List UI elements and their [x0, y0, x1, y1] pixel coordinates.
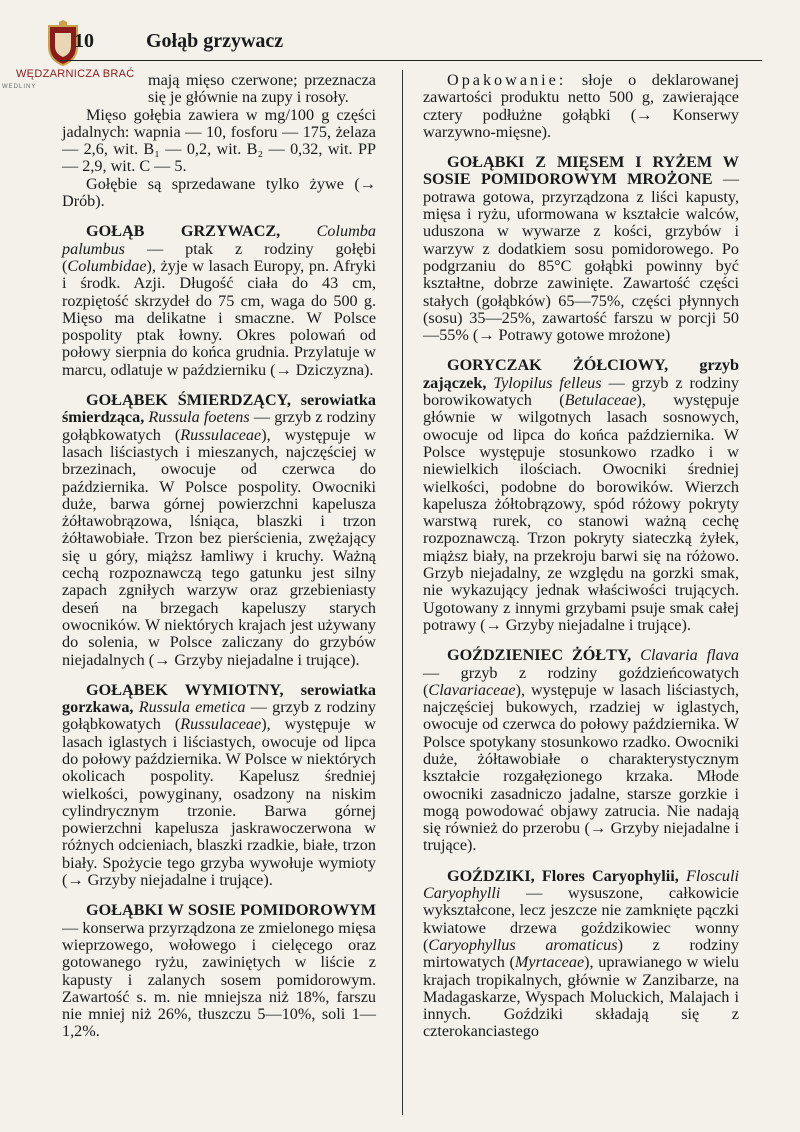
entry-text: — grzyb z rodziny gołąbkowatych (	[62, 698, 376, 734]
entry-text: — grzyb z rodziny gołąbkowatych (	[62, 408, 376, 444]
entry-golabki-w-sosie	[62, 902, 376, 1040]
entry-headword: GOŹDZIENIEC ŻÓŁTY,	[447, 646, 632, 665]
entry-text: ), uprawianego w wielu krajach tropikalnych, głównie w Zanzibarze, na Madagaskarze, Wyspach Moluckich, Malajach i innych. Goździki składają się z czterokanciastego	[423, 953, 739, 1041]
latin-name: Columba palumbus	[62, 222, 376, 258]
right-column	[423, 72, 739, 1041]
entry-text: — ptak z rodziny gołębi (	[62, 239, 376, 275]
page-number: 10	[74, 30, 94, 52]
entry-text: ) z rodziny mirtowatych (	[423, 935, 739, 972]
packaging-paragraph	[423, 72, 739, 141]
header-divider	[60, 60, 762, 61]
family-name: Clavariaceae	[428, 680, 516, 699]
left-column	[62, 72, 376, 1041]
entry-text: — grzyb z rodziny borowikowatych (	[423, 373, 739, 410]
latin-name: Clavaria flava	[640, 646, 739, 665]
family-name: Russulaceae	[180, 715, 262, 734]
entry-text: ), występuje głównie w wilgotnych lasach sosnowych, owocuje od lipca do końca października. W Polsce występuje stosunkowo rzadko i w niewielkich ilościach. Owocniki średniej wielkości, podobne do borowików. Wierzch kapelusza żółtobrązowy, spód różowy pokryty warstwą rurek, co stanowi ważną cechę rozpoznawczą. Trzon pokryty siateczką żyłek, miąższ biały, na przekroju barwi się na różowo. Grzyb niejadalny, ze względu na gorzki smak, nie wykazujący jednak właściwości trujących. Ugotowany z innymi grzybami psuje smak całej potrawy (→ Grzyby niejadalne i trujące).	[423, 391, 740, 634]
entry-text: ), występuje w lasach liściastych i mieszanych, najczęściej w brzezinach, owocuje od czerwca do października. W Polsce pospolity. Owocniki duże, barwa górnej powierzchni kapelusza żółtawobrązowa, lśniąca, blaszki i trzon żółtawobiałe. Trzon bez pierścienia, zwężający się u góry, miąższ łamliwy i kruchy. Ważną cechą rozpoznawczą tego gatunku jest silny zapach zgniłych warzyw oraz grzebieniasty deseń na brzegach kapeluszy starych owocników. W niektórych krajach jest używany do solenia, w Polsce zaliczany do grzybów niejadalnych (→ Grzyby niejadalne i trujące).	[62, 425, 376, 669]
entry-gozdziki	[423, 868, 739, 1041]
logo-brand-text: WĘDZARNICZA BRAĆ	[16, 68, 135, 80]
entry-golabek-smierdzacy	[62, 392, 376, 669]
entry-headword: GOŁĄBEK ŚMIERDZĄCY, serowiatka śmierdząca,	[62, 391, 376, 427]
packaging-label: Opakowanie:	[447, 71, 567, 89]
entry-text: — wysuszone, całkowicie wykształcone, lecz jeszcze nie zamknięte pączki kwiatowe drzewa goździkowiec wonny (	[423, 884, 739, 954]
entry-headword: GOŁĄBKI Z MIĘSEM I RYŻEM W SOSIE POMIDOROWYM MROŻONE	[423, 153, 739, 189]
entry-text: — grzyb z rodziny goździeńcowatych (	[423, 663, 739, 699]
entry-headword: GORYCZAK ŻÓŁCIOWY, grzyb zajączek,	[423, 356, 739, 392]
sales-paragraph: Gołębie są sprzedawane tylko żywe (→ Drób).	[62, 174, 376, 211]
entry-headword: GOŁĄBEK WYMIOTNY, serowiatka gorzkawa,	[62, 680, 376, 717]
entry-golabki-mrozone	[423, 154, 739, 344]
family-name: Russulaceae	[180, 425, 262, 444]
species-name: Caryophyllus aromaticus	[428, 935, 618, 954]
entry-text: ), żyje w lasach Europy, pn. Afryki i środk. Azji. Długość ciała do 43 cm, rozpiętość skrzydeł do 75 cm, waga do 500 g. Mięso ma delikatne i smaczne. W Polsce pospolity ptak łowny. Okres polowań od połowy sierpnia do końca grudnia. Przylatuje w marcu, odlatuje w październiku (→ Dziczyzna).	[62, 256, 376, 379]
nutrition-paragraph: Mięso gołębia zawiera w mg/100 g części jadalnych: wapnia — 10, fosforu — 175, żelaza — 2,6, wit. B₁ — 0,2, wit. B₂ — 0,32, wit. PP — 2,9, wit. C — 5.	[62, 105, 376, 176]
family-name: Betulaceae	[564, 391, 637, 410]
running-title: Gołąb grzywacz	[146, 30, 284, 52]
entry-headword: GOŁĄBKI W SOSIE POMIDOROWYM	[86, 901, 376, 920]
entry-goryczak-zolciowy	[423, 357, 739, 634]
latin-name: Flosculi Caryophylli	[423, 866, 740, 903]
family-name: Columbidae	[67, 256, 147, 275]
entry-headword: GOŁĄB GRZYWACZ,	[86, 222, 281, 241]
entry-headword: GOŹDZIKI, Flores Caryophylii,	[447, 866, 679, 885]
packaging-text: słoje o deklarowanej zawartości produktu netto 500 g, zawierające cztery podłużne gołąbki (→ Konserwy warzywno-mięsne).	[423, 71, 739, 141]
entry-text: ), występuje w lasach liściastych, najczęściej bukowych, rzadziej w iglastych, owocuje od czerwca do połowy października. W Polsce spotykany stosunkowo rzadko. Owocniki duże, żółtawobiałe o charakterystycznym kształcie rozgałęzionego krzaka. Młode owocniki zasadniczo jadalne, starsze gorzkie i mogą powodować objawy zatrucia. Nie nadają się również do przerobu (→ Grzyby niejadalne i trujące).	[423, 680, 739, 855]
entry-golab-grzywacz	[62, 223, 376, 379]
entry-text: — konserwa przyrządzona ze zmielonego mięsa wieprzowego, wołowego i cielęcego oraz gotowanego ryżu, zawiniętych w liście z kapusty i zalanych sosem pomidorowym. Zawartość s. m. nie mniejsza niż 18%, farszu nie mniej niż 26%, tłuszczu 5—10%, soli 1—1,2%.	[62, 918, 376, 1041]
latin-name: Russula foetens	[148, 408, 250, 427]
entry-text: — potrawa gotowa, przyrządzona z liści kapusty, mięsa i ryżu, uformowana w kształcie walców, uduszona w wywarze z kości, grzybów i warzyw z dodatkiem sosu pomidorowego. Po podgrzaniu do 85°C gołąbki powinny być kształtne, dobrze zawinięte. Zawartość części stałych (gołąbków) 65—75%, części płynnych (sosu) 35—25%, zawartość farszu w porcji 50—55% (→ Potrawy gotowe mrożone)	[423, 170, 740, 345]
family-name: Myrtaceae	[514, 953, 585, 972]
latin-name: Tylopilus felleus	[493, 373, 602, 392]
entry-text: ), występuje w lasach iglastych i liściastych, owocuje od lipca do połowy października. W Polsce w niektórych okolicach pospolity. Kapelusz średniej wielkości, powyginany, osadzony na niskim cylindrycznym trzonie. Barwa górnej powierzchni kapelusza jaskrawoczerwona w różnych odcieniach, blaszki rzadkie, białe, trzon biały. Spożycie tego grzyba wywołuje wymioty (→ Grzyby niejadalne i trujące).	[62, 715, 376, 890]
entry-gozdzieniec-zolty	[423, 647, 739, 855]
logo-sub-text: WEDLINY	[2, 84, 37, 90]
column-divider	[402, 70, 403, 1115]
latin-name: Russula emetica	[138, 698, 246, 717]
continuation-paragraph: mają mięso czerwone; przeznacza się je głównie na zupy i rosoły.	[148, 71, 376, 107]
entry-golabek-wymiotny	[62, 682, 376, 890]
